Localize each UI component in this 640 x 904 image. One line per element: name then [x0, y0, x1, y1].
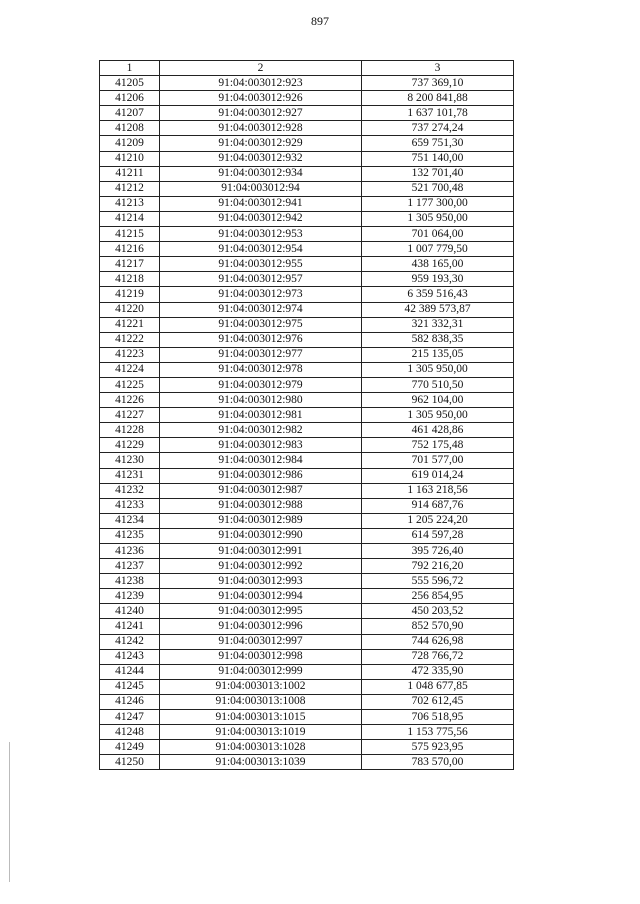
row-number-cell: 41220: [100, 302, 160, 317]
value-cell: 1 305 950,00: [362, 408, 514, 423]
table-row: [100, 513, 514, 528]
value-cell: 472 335,90: [362, 664, 514, 679]
row-number-cell: 41208: [100, 121, 160, 136]
cadastral-number-cell: 91:04:003012:994: [160, 589, 362, 604]
table-row: [100, 679, 514, 694]
row-number-cell: 41230: [100, 453, 160, 468]
cadastral-number-cell: 91:04:003013:1028: [160, 740, 362, 755]
row-number-cell: 41214: [100, 211, 160, 226]
value-cell: 737 274,24: [362, 121, 514, 136]
row-number-cell: 41209: [100, 136, 160, 151]
row-number-cell: 41223: [100, 347, 160, 362]
cadastral-number-cell: 91:04:003012:978: [160, 362, 362, 377]
cadastral-number-cell: 91:04:003013:1008: [160, 694, 362, 709]
table-row: [100, 76, 514, 91]
value-cell: 1 007 779,50: [362, 242, 514, 257]
cadastral-number-cell: 91:04:003012:934: [160, 166, 362, 181]
value-cell: 42 389 573,87: [362, 302, 514, 317]
table-row: [100, 725, 514, 740]
row-number-cell: 41221: [100, 317, 160, 332]
table-row: [100, 287, 514, 302]
row-number-cell: 41243: [100, 649, 160, 664]
row-number-cell: 41213: [100, 196, 160, 211]
cadastral-number-cell: 91:04:003013:1002: [160, 679, 362, 694]
value-cell: 852 570,90: [362, 619, 514, 634]
row-number-cell: 41236: [100, 544, 160, 559]
table-row: [100, 453, 514, 468]
cadastral-number-cell: 91:04:003012:957: [160, 272, 362, 287]
value-cell: 770 510,50: [362, 377, 514, 392]
value-cell: 752 175,48: [362, 438, 514, 453]
row-number-cell: 41207: [100, 106, 160, 121]
cadastral-number-cell: 91:04:003012:981: [160, 408, 362, 423]
table-row: [100, 227, 514, 242]
value-cell: 450 203,52: [362, 604, 514, 619]
cadastral-number-cell: 91:04:003013:1039: [160, 755, 362, 770]
cadastral-number-cell: 91:04:003013:1019: [160, 725, 362, 740]
cadastral-number-cell: 91:04:003012:991: [160, 544, 362, 559]
cadastral-number-cell: 91:04:003012:988: [160, 498, 362, 513]
value-cell: 783 570,00: [362, 755, 514, 770]
row-number-cell: 41239: [100, 589, 160, 604]
cadastral-number-cell: 91:04:003012:995: [160, 604, 362, 619]
cadastral-number-cell: 91:04:003012:94: [160, 181, 362, 196]
column-header-value: 3: [362, 61, 514, 76]
value-cell: 792 216,20: [362, 559, 514, 574]
row-number-cell: 41206: [100, 91, 160, 106]
value-cell: 1 637 101,78: [362, 106, 514, 121]
cadastral-number-cell: 91:04:003012:983: [160, 438, 362, 453]
cadastral-number-cell: 91:04:003012:932: [160, 151, 362, 166]
cadastral-number-cell: 91:04:003012:927: [160, 106, 362, 121]
row-number-cell: 41242: [100, 634, 160, 649]
cadastral-value-table: [99, 60, 514, 770]
cadastral-number-cell: 91:04:003012:953: [160, 227, 362, 242]
table-row: [100, 544, 514, 559]
row-number-cell: 41215: [100, 227, 160, 242]
value-cell: 619 014,24: [362, 468, 514, 483]
column-header-cadastral-number: 2: [160, 61, 362, 76]
row-number-cell: 41211: [100, 166, 160, 181]
value-cell: 8 200 841,88: [362, 91, 514, 106]
cadastral-number-cell: 91:04:003012:941: [160, 196, 362, 211]
cadastral-number-cell: 91:04:003012:929: [160, 136, 362, 151]
value-cell: 744 626,98: [362, 634, 514, 649]
row-number-cell: 41212: [100, 181, 160, 196]
value-cell: 132 701,40: [362, 166, 514, 181]
cadastral-number-cell: 91:04:003012:996: [160, 619, 362, 634]
column-header-number: 1: [100, 61, 160, 76]
table-row: [100, 498, 514, 513]
table-row: [100, 211, 514, 226]
table-row: [100, 589, 514, 604]
value-cell: 702 612,45: [362, 694, 514, 709]
cadastral-number-cell: 91:04:003012:955: [160, 257, 362, 272]
cadastral-number-cell: 91:04:003012:989: [160, 513, 362, 528]
table-row: [100, 574, 514, 589]
cadastral-number-cell: 91:04:003012:992: [160, 559, 362, 574]
table-row: [100, 408, 514, 423]
table-row: [100, 302, 514, 317]
value-cell: 461 428,86: [362, 423, 514, 438]
value-cell: 1 305 950,00: [362, 362, 514, 377]
value-cell: 701 064,00: [362, 227, 514, 242]
table-row: [100, 468, 514, 483]
table-row: [100, 634, 514, 649]
row-number-cell: 41249: [100, 740, 160, 755]
value-cell: 256 854,95: [362, 589, 514, 604]
cadastral-number-cell: 91:04:003012:979: [160, 377, 362, 392]
row-number-cell: 41222: [100, 332, 160, 347]
table-row: [100, 423, 514, 438]
table-row: [100, 91, 514, 106]
value-cell: 659 751,30: [362, 136, 514, 151]
cadastral-number-cell: 91:04:003012:997: [160, 634, 362, 649]
row-number-cell: 41235: [100, 528, 160, 543]
cadastral-number-cell: 91:04:003012:974: [160, 302, 362, 317]
table-row: [100, 694, 514, 709]
cadastral-number-cell: 91:04:003012:993: [160, 574, 362, 589]
table-row: [100, 604, 514, 619]
header-row: [100, 61, 514, 76]
cadastral-number-cell: 91:04:003012:975: [160, 317, 362, 332]
table-row: [100, 649, 514, 664]
value-cell: 521 700,48: [362, 181, 514, 196]
cadastral-number-cell: 91:04:003012:998: [160, 649, 362, 664]
row-number-cell: 41224: [100, 362, 160, 377]
cadastral-number-cell: 91:04:003012:984: [160, 453, 362, 468]
table-row: [100, 332, 514, 347]
table-row: [100, 483, 514, 498]
cadastral-number-cell: 91:04:003012:976: [160, 332, 362, 347]
row-number-cell: 41219: [100, 287, 160, 302]
table-row: [100, 242, 514, 257]
value-cell: 962 104,00: [362, 393, 514, 408]
value-cell: 6 359 516,43: [362, 287, 514, 302]
row-number-cell: 41216: [100, 242, 160, 257]
value-cell: 959 193,30: [362, 272, 514, 287]
table-row: [100, 181, 514, 196]
cadastral-number-cell: 91:04:003012:928: [160, 121, 362, 136]
table-row: [100, 619, 514, 634]
value-cell: 1 048 677,85: [362, 679, 514, 694]
row-number-cell: 41225: [100, 377, 160, 392]
row-number-cell: 41233: [100, 498, 160, 513]
value-cell: 706 518,95: [362, 710, 514, 725]
cadastral-number-cell: 91:04:003012:982: [160, 423, 362, 438]
cadastral-number-cell: 91:04:003012:986: [160, 468, 362, 483]
cadastral-number-cell: 91:04:003012:942: [160, 211, 362, 226]
table-row: [100, 528, 514, 543]
cadastral-number-cell: 91:04:003013:1015: [160, 710, 362, 725]
table-row: [100, 664, 514, 679]
row-number-cell: 41234: [100, 513, 160, 528]
cadastral-number-cell: 91:04:003012:954: [160, 242, 362, 257]
cadastral-number-cell: 91:04:003012:990: [160, 528, 362, 543]
value-cell: 575 923,95: [362, 740, 514, 755]
row-number-cell: 41248: [100, 725, 160, 740]
scan-margin-line: [9, 742, 10, 882]
table-row: [100, 559, 514, 574]
value-cell: 555 596,72: [362, 574, 514, 589]
row-number-cell: 41231: [100, 468, 160, 483]
table-row: [100, 106, 514, 121]
table-row: [100, 710, 514, 725]
value-cell: 914 687,76: [362, 498, 514, 513]
value-cell: 1 163 218,56: [362, 483, 514, 498]
cadastral-number-cell: 91:04:003012:926: [160, 91, 362, 106]
row-number-cell: 41240: [100, 604, 160, 619]
value-cell: 728 766,72: [362, 649, 514, 664]
cadastral-number-cell: 91:04:003012:973: [160, 287, 362, 302]
value-cell: 582 838,35: [362, 332, 514, 347]
table-row: [100, 755, 514, 770]
row-number-cell: 41244: [100, 664, 160, 679]
value-cell: 1 177 300,00: [362, 196, 514, 211]
table-row: [100, 166, 514, 181]
value-cell: 614 597,28: [362, 528, 514, 543]
table-row: [100, 740, 514, 755]
table-row: [100, 377, 514, 392]
row-number-cell: 41205: [100, 76, 160, 91]
row-number-cell: 41228: [100, 423, 160, 438]
page-number: 897: [311, 14, 329, 28]
value-cell: 438 165,00: [362, 257, 514, 272]
value-cell: 737 369,10: [362, 76, 514, 91]
table-row: [100, 438, 514, 453]
row-number-cell: 41227: [100, 408, 160, 423]
row-number-cell: 41217: [100, 257, 160, 272]
value-cell: 1 305 950,00: [362, 211, 514, 226]
row-number-cell: 41229: [100, 438, 160, 453]
row-number-cell: 41226: [100, 393, 160, 408]
value-cell: 395 726,40: [362, 544, 514, 559]
table-row: [100, 121, 514, 136]
cadastral-number-cell: 91:04:003012:923: [160, 76, 362, 91]
row-number-cell: 41218: [100, 272, 160, 287]
cadastral-number-cell: 91:04:003012:999: [160, 664, 362, 679]
row-number-cell: 41210: [100, 151, 160, 166]
row-number-cell: 41245: [100, 679, 160, 694]
cadastral-number-cell: 91:04:003012:980: [160, 393, 362, 408]
value-cell: 1 205 224,20: [362, 513, 514, 528]
table-row: [100, 151, 514, 166]
table-row: [100, 196, 514, 211]
table-row: [100, 136, 514, 151]
row-number-cell: 41246: [100, 694, 160, 709]
table-row: [100, 257, 514, 272]
value-cell: 321 332,31: [362, 317, 514, 332]
table-row: [100, 272, 514, 287]
table-row: [100, 347, 514, 362]
value-cell: 751 140,00: [362, 151, 514, 166]
row-number-cell: 41241: [100, 619, 160, 634]
cadastral-number-cell: 91:04:003012:977: [160, 347, 362, 362]
row-number-cell: 41250: [100, 755, 160, 770]
row-number-cell: 41232: [100, 483, 160, 498]
row-number-cell: 41247: [100, 710, 160, 725]
table-body: [100, 76, 514, 770]
table-row: [100, 362, 514, 377]
cadastral-number-cell: 91:04:003012:987: [160, 483, 362, 498]
value-cell: 1 153 775,56: [362, 725, 514, 740]
table-row: [100, 317, 514, 332]
table-header: [100, 61, 514, 76]
table-row: [100, 393, 514, 408]
row-number-cell: 41238: [100, 574, 160, 589]
value-cell: 701 577,00: [362, 453, 514, 468]
value-cell: 215 135,05: [362, 347, 514, 362]
row-number-cell: 41237: [100, 559, 160, 574]
